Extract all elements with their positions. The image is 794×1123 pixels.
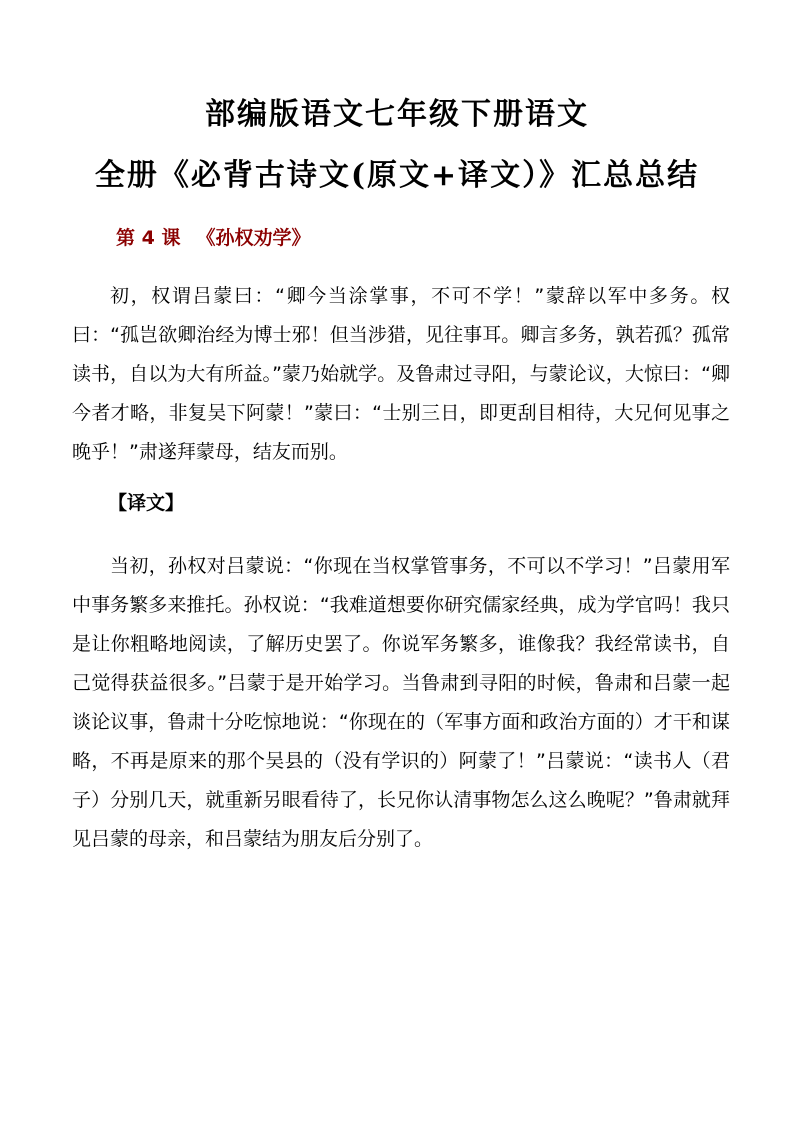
translation-heading: 【译文】	[108, 492, 185, 514]
lesson-number: 第 4 课	[116, 227, 181, 249]
lesson-name: 《孙权劝学》	[196, 227, 311, 249]
translation-paragraph: 当初，孙权对吕蒙说：“你现在当权掌管事务，不可以不学习！”吕蒙用军中事务繁多来推托。孙权说：“我难道想要你研究儒家经典，成为学官吗！我只是让你粗略地阅读，了解历史罢了。你说军务繁多，谁像我？我经常读书，自己觉得获益很多。”吕蒙于是开始学习。当鲁肃到寻阳的时候，鲁肃和吕蒙一起谈论议事，鲁肃十分吃惊地说：“你现在的（军事方面和政治方面的）才干和谋略，不再是原来的那个吴县的（没有学识的）阿蒙了！”吕蒙说：“读书人（君子）分别几天，就重新另眼看待了，长兄你认清事物怎么这么晚呢？”鲁肃就拜见吕蒙的母亲，和吕蒙结为朋友后分别了。	[72, 555, 730, 850]
document-title-line-1: 部编版语文七年级下册语文	[205, 97, 589, 132]
document-title-line-2: 全册《必背古诗文(原文+译文）》汇总总结	[94, 158, 700, 193]
lesson-heading	[116, 229, 310, 248]
original-text-paragraph: 初，权谓吕蒙曰：“卿今当涂掌事，不可不学！”蒙辞以军中多务。权曰：“孤岂欲卿治经为博士邪！但当涉猎，见往事耳。卿言多务，孰若孤？孤常读书，自以为大有所益。”蒙乃始就学。及鲁肃过寻阳，与蒙论议，大惊曰：“卿今者才略，非复吴下阿蒙！”蒙曰：“士别三日，即更刮目相待，大兄何见事之晚乎！”肃遂拜蒙母，结友而别。	[72, 285, 730, 463]
